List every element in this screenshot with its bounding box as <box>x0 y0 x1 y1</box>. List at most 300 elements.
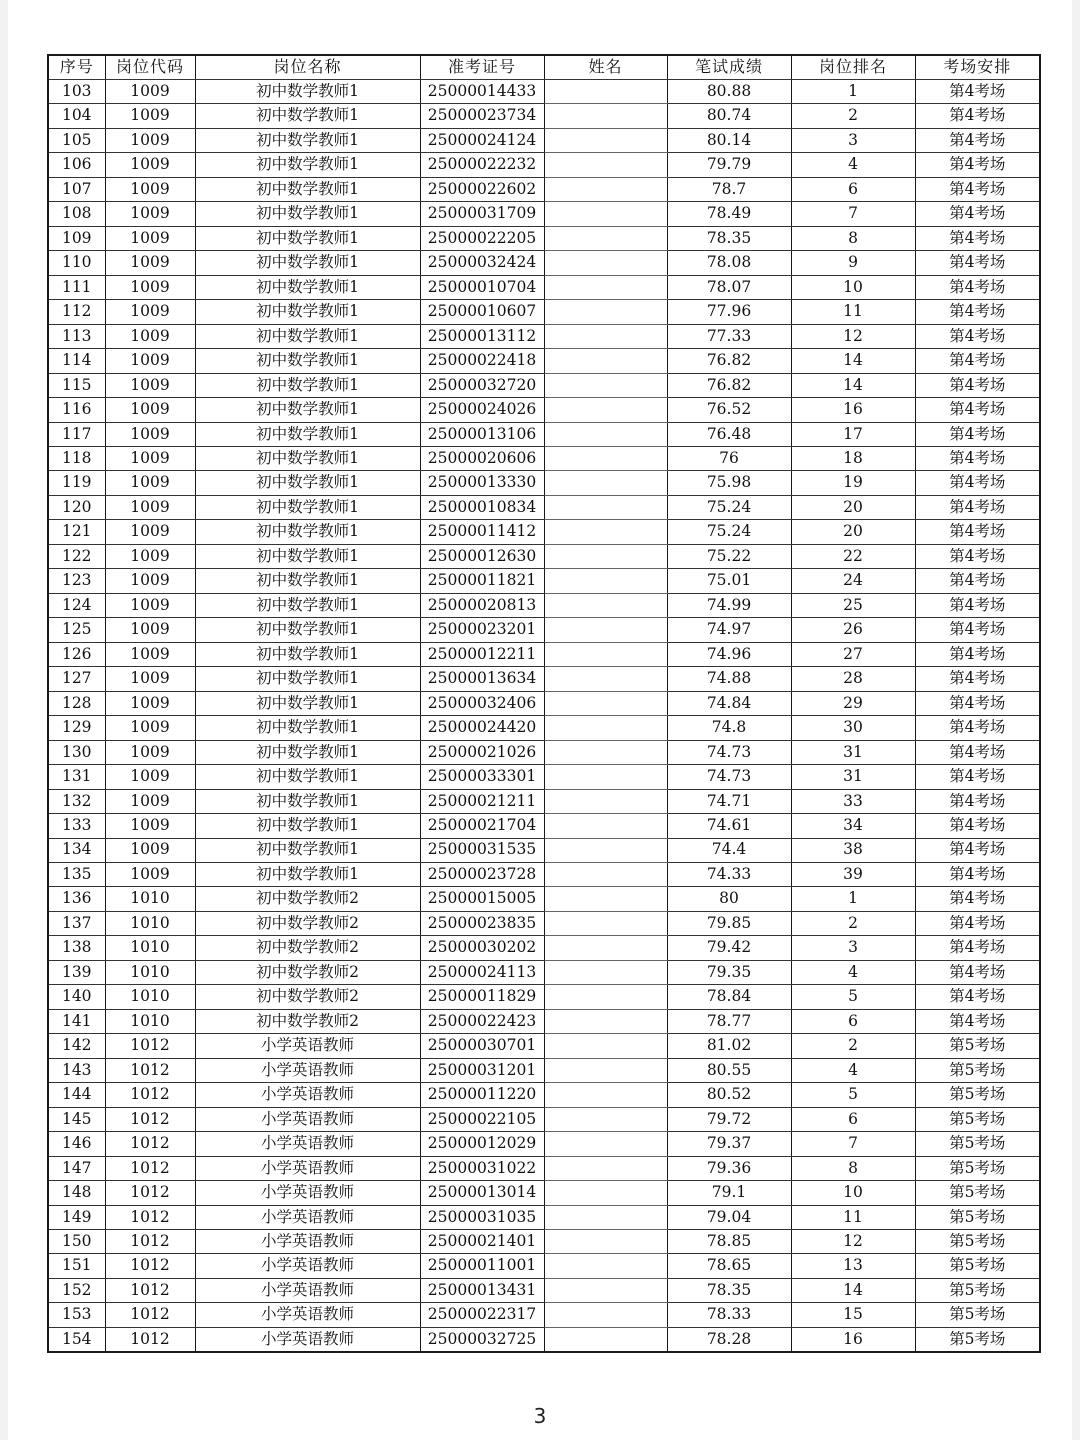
cell-name <box>544 887 667 911</box>
cell-name <box>544 177 667 201</box>
cell-name <box>544 1132 667 1156</box>
table-row <box>48 667 1040 691</box>
cell-serial: 120 <box>48 495 105 519</box>
cell-position-rank: 27 <box>791 642 915 666</box>
cell-position-name: 初中数学教师1 <box>195 569 420 593</box>
table-row <box>48 1058 1040 1082</box>
table-row <box>48 765 1040 789</box>
cell-name <box>544 985 667 1009</box>
cell-admission-number: 25000032720 <box>420 373 544 397</box>
table-row <box>48 985 1040 1009</box>
cell-serial: 115 <box>48 373 105 397</box>
table-row <box>48 1181 1040 1205</box>
cell-written-score: 78.33 <box>667 1303 791 1327</box>
cell-admission-number: 25000022317 <box>420 1303 544 1327</box>
cell-exam-room: 第4考场 <box>915 593 1040 617</box>
cell-admission-number: 25000013330 <box>420 471 544 495</box>
cell-written-score: 79.35 <box>667 960 791 984</box>
cell-position-name: 初中数学教师1 <box>195 422 420 446</box>
cell-position-name: 初中数学教师1 <box>195 226 420 250</box>
cell-position-code: 1010 <box>105 887 195 911</box>
table-row <box>48 960 1040 984</box>
cell-admission-number: 25000030202 <box>420 936 544 960</box>
cell-position-code: 1009 <box>105 202 195 226</box>
cell-exam-room: 第4考场 <box>915 226 1040 250</box>
cell-serial: 111 <box>48 275 105 299</box>
cell-name <box>544 911 667 935</box>
cell-name <box>544 300 667 324</box>
cell-position-code: 1009 <box>105 251 195 275</box>
table-row <box>48 1327 1040 1351</box>
table-row <box>48 569 1040 593</box>
table-row <box>48 618 1040 642</box>
cell-position-rank: 5 <box>791 1083 915 1107</box>
cell-name <box>544 667 667 691</box>
cell-position-name: 小学英语教师 <box>195 1156 420 1180</box>
cell-written-score: 79.85 <box>667 911 791 935</box>
cell-admission-number: 25000021026 <box>420 740 544 764</box>
cell-written-score: 74.99 <box>667 593 791 617</box>
cell-position-rank: 39 <box>791 862 915 886</box>
cell-position-rank: 2 <box>791 1034 915 1058</box>
table-row <box>48 1254 1040 1278</box>
cell-position-rank: 4 <box>791 153 915 177</box>
cell-name <box>544 1009 667 1033</box>
cell-serial: 134 <box>48 838 105 862</box>
cell-exam-room: 第4考场 <box>915 765 1040 789</box>
header-name: 姓名 <box>544 55 667 79</box>
cell-admission-number: 25000023835 <box>420 911 544 935</box>
cell-admission-number: 25000010704 <box>420 275 544 299</box>
cell-position-rank: 29 <box>791 691 915 715</box>
cell-serial: 153 <box>48 1303 105 1327</box>
cell-serial: 108 <box>48 202 105 226</box>
cell-position-name: 初中数学教师1 <box>195 349 420 373</box>
cell-admission-number: 25000020606 <box>420 447 544 471</box>
table-row <box>48 740 1040 764</box>
cell-name <box>544 838 667 862</box>
cell-position-name: 初中数学教师1 <box>195 324 420 348</box>
cell-admission-number: 25000031201 <box>420 1058 544 1082</box>
cell-serial: 121 <box>48 520 105 544</box>
cell-position-code: 1009 <box>105 471 195 495</box>
cell-serial: 149 <box>48 1205 105 1229</box>
cell-position-name: 初中数学教师1 <box>195 740 420 764</box>
cell-position-code: 1009 <box>105 862 195 886</box>
table-body <box>48 79 1040 1351</box>
table-row <box>48 887 1040 911</box>
cell-position-rank: 10 <box>791 275 915 299</box>
cell-position-code: 1012 <box>105 1303 195 1327</box>
cell-serial: 117 <box>48 422 105 446</box>
cell-name <box>544 1303 667 1327</box>
cell-admission-number: 25000013431 <box>420 1278 544 1302</box>
cell-position-code: 1009 <box>105 691 195 715</box>
cell-position-code: 1009 <box>105 593 195 617</box>
cell-admission-number: 25000022602 <box>420 177 544 201</box>
cell-position-code: 1009 <box>105 667 195 691</box>
cell-position-code: 1009 <box>105 226 195 250</box>
cell-position-name: 小学英语教师 <box>195 1278 420 1302</box>
table-row <box>48 1278 1040 1302</box>
cell-position-name: 初中数学教师1 <box>195 202 420 226</box>
cell-admission-number: 25000011001 <box>420 1254 544 1278</box>
cell-position-rank: 4 <box>791 1058 915 1082</box>
table-row <box>48 642 1040 666</box>
table-row <box>48 373 1040 397</box>
cell-exam-room: 第4考场 <box>915 128 1040 152</box>
cell-serial: 119 <box>48 471 105 495</box>
cell-exam-room: 第4考场 <box>915 275 1040 299</box>
cell-name <box>544 642 667 666</box>
table-row <box>48 447 1040 471</box>
cell-admission-number: 25000024124 <box>420 128 544 152</box>
cell-exam-room: 第5考场 <box>915 1058 1040 1082</box>
cell-name <box>544 349 667 373</box>
cell-name <box>544 324 667 348</box>
table-row <box>48 716 1040 740</box>
cell-position-name: 初中数学教师1 <box>195 691 420 715</box>
cell-position-name: 小学英语教师 <box>195 1034 420 1058</box>
cell-serial: 107 <box>48 177 105 201</box>
cell-position-rank: 19 <box>791 471 915 495</box>
cell-name <box>544 593 667 617</box>
cell-admission-number: 25000021401 <box>420 1230 544 1254</box>
cell-position-name: 初中数学教师1 <box>195 398 420 422</box>
cell-admission-number: 25000024026 <box>420 398 544 422</box>
cell-name <box>544 495 667 519</box>
cell-position-name: 小学英语教师 <box>195 1132 420 1156</box>
cell-admission-number: 25000022423 <box>420 1009 544 1033</box>
cell-position-name: 初中数学教师1 <box>195 593 420 617</box>
cell-exam-room: 第4考场 <box>915 324 1040 348</box>
cell-written-score: 78.7 <box>667 177 791 201</box>
cell-position-rank: 26 <box>791 618 915 642</box>
header-exam-room: 考场安排 <box>915 55 1040 79</box>
cell-position-rank: 10 <box>791 1181 915 1205</box>
cell-name <box>544 1327 667 1351</box>
cell-written-score: 74.33 <box>667 862 791 886</box>
cell-admission-number: 25000031535 <box>420 838 544 862</box>
cell-position-rank: 33 <box>791 789 915 813</box>
cell-serial: 131 <box>48 765 105 789</box>
cell-exam-room: 第5考场 <box>915 1327 1040 1351</box>
cell-admission-number: 25000011829 <box>420 985 544 1009</box>
cell-exam-room: 第5考场 <box>915 1181 1040 1205</box>
cell-written-score: 74.84 <box>667 691 791 715</box>
cell-exam-room: 第4考场 <box>915 618 1040 642</box>
cell-admission-number: 25000024420 <box>420 716 544 740</box>
cell-written-score: 79.42 <box>667 936 791 960</box>
cell-exam-room: 第4考场 <box>915 447 1040 471</box>
cell-position-name: 初中数学教师1 <box>195 495 420 519</box>
cell-position-code: 1009 <box>105 520 195 544</box>
cell-exam-room: 第4考场 <box>915 398 1040 422</box>
cell-position-rank: 6 <box>791 1107 915 1131</box>
cell-admission-number: 25000013106 <box>420 422 544 446</box>
cell-written-score: 81.02 <box>667 1034 791 1058</box>
cell-admission-number: 25000030701 <box>420 1034 544 1058</box>
cell-admission-number: 25000023201 <box>420 618 544 642</box>
cell-name <box>544 1107 667 1131</box>
cell-exam-room: 第4考场 <box>915 789 1040 813</box>
cell-written-score: 79.79 <box>667 153 791 177</box>
cell-admission-number: 25000012211 <box>420 642 544 666</box>
cell-serial: 141 <box>48 1009 105 1033</box>
document-page <box>8 0 1072 1440</box>
cell-serial: 148 <box>48 1181 105 1205</box>
header-admission-number: 准考证号 <box>420 55 544 79</box>
cell-written-score: 74.96 <box>667 642 791 666</box>
cell-written-score: 75.01 <box>667 569 791 593</box>
cell-position-rank: 25 <box>791 593 915 617</box>
cell-position-name: 初中数学教师1 <box>195 104 420 128</box>
cell-written-score: 79.36 <box>667 1156 791 1180</box>
cell-position-rank: 30 <box>791 716 915 740</box>
cell-position-code: 1012 <box>105 1278 195 1302</box>
cell-position-code: 1009 <box>105 422 195 446</box>
cell-position-code: 1009 <box>105 300 195 324</box>
cell-exam-room: 第4考场 <box>915 544 1040 568</box>
cell-exam-room: 第4考场 <box>915 471 1040 495</box>
table-row <box>48 1132 1040 1156</box>
cell-name <box>544 447 667 471</box>
cell-position-name: 初中数学教师2 <box>195 1009 420 1033</box>
cell-position-code: 1012 <box>105 1132 195 1156</box>
cell-exam-room: 第4考场 <box>915 422 1040 446</box>
cell-serial: 126 <box>48 642 105 666</box>
table-row <box>48 275 1040 299</box>
cell-position-code: 1010 <box>105 1009 195 1033</box>
cell-written-score: 80.55 <box>667 1058 791 1082</box>
cell-written-score: 74.88 <box>667 667 791 691</box>
cell-exam-room: 第4考场 <box>915 495 1040 519</box>
cell-position-name: 初中数学教师2 <box>195 960 420 984</box>
cell-serial: 138 <box>48 936 105 960</box>
cell-position-code: 1009 <box>105 740 195 764</box>
table-row <box>48 814 1040 838</box>
cell-position-rank: 20 <box>791 495 915 519</box>
table-row <box>48 1083 1040 1107</box>
cell-written-score: 75.24 <box>667 520 791 544</box>
header-written-score: 笔试成绩 <box>667 55 791 79</box>
cell-written-score: 74.73 <box>667 765 791 789</box>
cell-exam-room: 第4考场 <box>915 814 1040 838</box>
cell-position-name: 初中数学教师1 <box>195 642 420 666</box>
cell-position-code: 1009 <box>105 398 195 422</box>
table-row <box>48 838 1040 862</box>
cell-serial: 124 <box>48 593 105 617</box>
cell-position-name: 初中数学教师1 <box>195 79 420 103</box>
cell-position-name: 小学英语教师 <box>195 1058 420 1082</box>
cell-position-rank: 8 <box>791 1156 915 1180</box>
cell-exam-room: 第4考场 <box>915 300 1040 324</box>
cell-name <box>544 740 667 764</box>
score-table <box>47 54 1041 1353</box>
cell-exam-room: 第4考场 <box>915 887 1040 911</box>
cell-position-rank: 16 <box>791 398 915 422</box>
cell-name <box>544 789 667 813</box>
cell-admission-number: 25000013014 <box>420 1181 544 1205</box>
cell-exam-room: 第4考场 <box>915 911 1040 935</box>
cell-position-rank: 14 <box>791 373 915 397</box>
cell-position-rank: 8 <box>791 226 915 250</box>
cell-admission-number: 25000021704 <box>420 814 544 838</box>
cell-position-name: 初中数学教师2 <box>195 911 420 935</box>
cell-serial: 104 <box>48 104 105 128</box>
cell-position-rank: 12 <box>791 1230 915 1254</box>
cell-position-code: 1009 <box>105 128 195 152</box>
cell-written-score: 77.96 <box>667 300 791 324</box>
cell-exam-room: 第4考场 <box>915 349 1040 373</box>
cell-name <box>544 862 667 886</box>
cell-position-code: 1009 <box>105 104 195 128</box>
cell-serial: 144 <box>48 1083 105 1107</box>
table-row <box>48 911 1040 935</box>
cell-position-code: 1009 <box>105 789 195 813</box>
cell-exam-room: 第5考场 <box>915 1278 1040 1302</box>
cell-position-code: 1010 <box>105 911 195 935</box>
table-row <box>48 1230 1040 1254</box>
cell-serial: 143 <box>48 1058 105 1082</box>
cell-name <box>544 569 667 593</box>
cell-position-code: 1009 <box>105 79 195 103</box>
cell-position-code: 1009 <box>105 569 195 593</box>
cell-position-name: 初中数学教师1 <box>195 862 420 886</box>
cell-position-name: 初中数学教师1 <box>195 251 420 275</box>
cell-serial: 122 <box>48 544 105 568</box>
cell-written-score: 78.35 <box>667 1278 791 1302</box>
cell-admission-number: 25000020813 <box>420 593 544 617</box>
cell-exam-room: 第5考场 <box>915 1132 1040 1156</box>
cell-serial: 133 <box>48 814 105 838</box>
cell-admission-number: 25000032725 <box>420 1327 544 1351</box>
cell-position-rank: 17 <box>791 422 915 446</box>
header-position-rank: 岗位排名 <box>791 55 915 79</box>
table-row <box>48 862 1040 886</box>
cell-written-score: 80 <box>667 887 791 911</box>
cell-position-rank: 31 <box>791 740 915 764</box>
cell-written-score: 76.48 <box>667 422 791 446</box>
cell-position-rank: 2 <box>791 104 915 128</box>
cell-position-name: 初中数学教师1 <box>195 177 420 201</box>
cell-serial: 154 <box>48 1327 105 1351</box>
cell-name <box>544 1181 667 1205</box>
cell-position-rank: 9 <box>791 251 915 275</box>
cell-serial: 123 <box>48 569 105 593</box>
cell-written-score: 78.28 <box>667 1327 791 1351</box>
cell-admission-number: 25000014433 <box>420 79 544 103</box>
cell-position-name: 初中数学教师1 <box>195 275 420 299</box>
cell-name <box>544 691 667 715</box>
cell-serial: 142 <box>48 1034 105 1058</box>
cell-serial: 127 <box>48 667 105 691</box>
cell-position-rank: 24 <box>791 569 915 593</box>
cell-exam-room: 第5考场 <box>915 1254 1040 1278</box>
cell-exam-room: 第4考场 <box>915 960 1040 984</box>
cell-position-code: 1009 <box>105 177 195 201</box>
cell-position-code: 1009 <box>105 275 195 299</box>
cell-written-score: 74.73 <box>667 740 791 764</box>
cell-name <box>544 618 667 642</box>
cell-position-rank: 5 <box>791 985 915 1009</box>
cell-position-name: 初中数学教师1 <box>195 789 420 813</box>
cell-serial: 106 <box>48 153 105 177</box>
cell-admission-number: 25000013634 <box>420 667 544 691</box>
cell-position-code: 1010 <box>105 985 195 1009</box>
header-position-name: 岗位名称 <box>195 55 420 79</box>
cell-position-code: 1012 <box>105 1205 195 1229</box>
cell-position-code: 1009 <box>105 544 195 568</box>
cell-position-rank: 6 <box>791 177 915 201</box>
cell-name <box>544 202 667 226</box>
cell-position-rank: 14 <box>791 349 915 373</box>
cell-position-code: 1012 <box>105 1156 195 1180</box>
cell-position-name: 初中数学教师2 <box>195 887 420 911</box>
cell-name <box>544 765 667 789</box>
table-row <box>48 1009 1040 1033</box>
cell-position-code: 1009 <box>105 618 195 642</box>
cell-position-name: 初中数学教师1 <box>195 373 420 397</box>
table-row <box>48 593 1040 617</box>
cell-serial: 135 <box>48 862 105 886</box>
cell-admission-number: 25000022232 <box>420 153 544 177</box>
cell-admission-number: 25000012630 <box>420 544 544 568</box>
cell-written-score: 78.85 <box>667 1230 791 1254</box>
cell-admission-number: 25000023728 <box>420 862 544 886</box>
header-position-code: 岗位代码 <box>105 55 195 79</box>
cell-position-rank: 31 <box>791 765 915 789</box>
cell-name <box>544 814 667 838</box>
cell-name <box>544 398 667 422</box>
cell-position-rank: 15 <box>791 1303 915 1327</box>
cell-admission-number: 25000022205 <box>420 226 544 250</box>
cell-exam-room: 第5考场 <box>915 1230 1040 1254</box>
cell-position-rank: 34 <box>791 814 915 838</box>
cell-position-code: 1009 <box>105 838 195 862</box>
cell-position-rank: 38 <box>791 838 915 862</box>
cell-exam-room: 第4考场 <box>915 838 1040 862</box>
table-row <box>48 520 1040 544</box>
cell-position-code: 1009 <box>105 373 195 397</box>
cell-position-code: 1012 <box>105 1107 195 1131</box>
cell-serial: 147 <box>48 1156 105 1180</box>
cell-name <box>544 1230 667 1254</box>
cell-serial: 152 <box>48 1278 105 1302</box>
cell-position-rank: 2 <box>791 911 915 935</box>
cell-position-name: 初中数学教师1 <box>195 544 420 568</box>
cell-name <box>544 226 667 250</box>
cell-written-score: 76 <box>667 447 791 471</box>
cell-written-score: 79.1 <box>667 1181 791 1205</box>
cell-position-code: 1012 <box>105 1034 195 1058</box>
cell-exam-room: 第4考场 <box>915 862 1040 886</box>
cell-position-name: 初中数学教师1 <box>195 838 420 862</box>
cell-serial: 103 <box>48 79 105 103</box>
cell-serial: 146 <box>48 1132 105 1156</box>
cell-position-rank: 13 <box>791 1254 915 1278</box>
cell-name <box>544 373 667 397</box>
cell-position-name: 小学英语教师 <box>195 1230 420 1254</box>
cell-admission-number: 25000021211 <box>420 789 544 813</box>
cell-position-code: 1009 <box>105 495 195 519</box>
cell-written-score: 76.82 <box>667 373 791 397</box>
cell-serial: 113 <box>48 324 105 348</box>
cell-position-rank: 28 <box>791 667 915 691</box>
cell-position-code: 1010 <box>105 936 195 960</box>
cell-position-name: 初中数学教师1 <box>195 716 420 740</box>
cell-exam-room: 第5考场 <box>915 1107 1040 1131</box>
